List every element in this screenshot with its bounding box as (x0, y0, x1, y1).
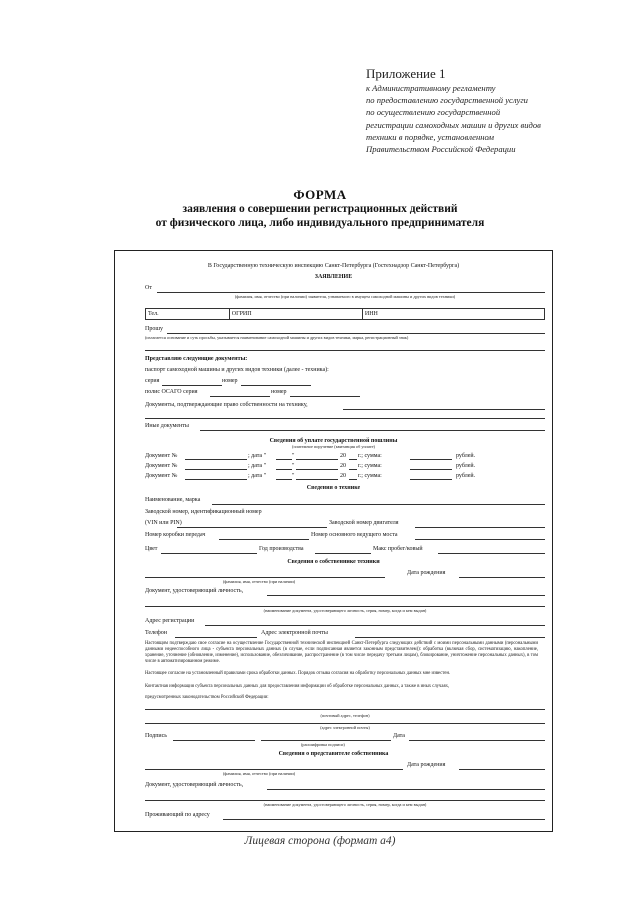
request-label: Прошу (145, 326, 163, 332)
other-docs-label: Иные документы (145, 423, 189, 429)
fee-month-field[interactable] (296, 479, 338, 480)
osago-number-label: номер (271, 389, 287, 395)
phone-field[interactable] (175, 637, 257, 638)
fee-year-field[interactable] (349, 479, 357, 480)
consent-paragraph-2: Настоящее согласие на установленный правилами срока обработки данных. Порядок отзыва согласия на обработку персональных данных мне известен. (145, 671, 451, 676)
fee-doc-label: Документ № (145, 463, 178, 469)
vin-label-2: (VIN или PIN) (145, 520, 182, 526)
vin-field[interactable] (177, 527, 327, 528)
rep-id-label: Документ, удостоверяющий личность, (145, 782, 244, 788)
page-caption: Лицевая сторона (формат а4) (244, 835, 396, 847)
id-doc-hint: (наименование документа, удостоверяющего личность, серия, номер, когда и кем выдан) (263, 608, 427, 613)
fee-sum-field[interactable] (410, 479, 452, 480)
fee-rub-label: рублей. (456, 473, 476, 479)
rep-id-hint: (наименование документа, удостоверяющего личность, серия, номер, когда и кем выдан) (263, 802, 427, 807)
form-heading: ФОРМА (293, 187, 347, 202)
fee-doc-label: Документ № (145, 473, 178, 479)
rep-title: Сведения о представителе собственника (278, 751, 389, 757)
osago-number-field[interactable] (290, 396, 360, 397)
osago-series-field[interactable] (210, 396, 270, 397)
series-label: серия (145, 378, 160, 384)
ogrip-label: ОГРИП (231, 311, 252, 317)
fio-hint: (фамилия, имя, отчество (при наличии) (223, 579, 296, 584)
fee-hint: (платежное поручение (квитанция об уплате) (292, 444, 375, 449)
phone-label: Телефон (145, 630, 167, 636)
fee-title: Сведения об уплате государственной пошлины (269, 438, 398, 444)
application-form-frame (114, 250, 553, 832)
ownership-field-2[interactable] (145, 418, 545, 419)
fee-day-field[interactable] (276, 459, 292, 460)
fee-day-field[interactable] (276, 479, 292, 480)
postal-field[interactable] (145, 709, 545, 710)
request-field[interactable] (167, 333, 545, 334)
fee-year-label: 20 (340, 463, 346, 469)
inn-label: ИНН (364, 311, 378, 317)
contacts-table (145, 308, 545, 320)
birth-field[interactable] (459, 577, 545, 578)
ownership-label: Документы, подтверждающие право собственности на технику, (145, 402, 308, 408)
brand-label: Наименование, марка (145, 497, 201, 503)
axle-field[interactable] (415, 539, 545, 540)
fee-sum-label: г.; сумма: (358, 473, 382, 479)
fee-year-label: 20 (340, 473, 346, 479)
appendix-block (366, 66, 616, 155)
brand-field[interactable] (212, 504, 545, 505)
color-label: Цвет (145, 546, 158, 552)
fee-month-field[interactable] (296, 459, 338, 460)
tel-label: Тел. (148, 311, 159, 317)
fee-sum-field[interactable] (410, 469, 452, 470)
rep-address-field[interactable] (223, 819, 545, 820)
postal-hint: (почтовый адрес, телефон) (320, 713, 370, 718)
appendix-line: к Административному регламенту (366, 83, 496, 93)
owner-fio-field[interactable] (145, 577, 385, 578)
engine-label: Заводской номер двигателя (329, 520, 399, 526)
fee-sum-label: г.; сумма: (358, 463, 382, 469)
gearbox-label: Номер коробки передач (145, 532, 206, 538)
rep-birth-field[interactable] (459, 769, 545, 770)
ogrip-cell[interactable] (229, 309, 362, 320)
fee-doc-field[interactable] (185, 459, 247, 460)
fee-month-field[interactable] (296, 469, 338, 470)
axle-label: Номер основного ведущего моста (311, 532, 398, 538)
fee-doc-label: Документ № (145, 453, 178, 459)
email-field[interactable] (355, 637, 545, 638)
rep-fio-hint: (фамилия, имя, отчество (при наличии) (223, 771, 296, 776)
number-field[interactable] (241, 385, 311, 386)
appendix-line: регистрации самоходных машин и других видов (366, 119, 541, 130)
passport-title: паспорт самоходной машины и других видов техники (далее - техника): (145, 367, 329, 373)
vin-label: Заводской номер, идентификационный номер (145, 509, 262, 515)
fee-doc-field[interactable] (185, 479, 247, 480)
consent-paragraph: Настоящим подтверждаю свое согласие на осуществление Государственной технической инспекцией Санкт-Петербурга следующих действий с моими персональными данными (персональными данными недееспособного лица - субъекта персональных данных (в случае, если подписанная является законным представителем)): обработка (включая сбор, систематизацию, накопление, хранение, уточнение (обновление, изменение), использование, обезличивание, распространение (в том числе передачу третьим лицам), блокирование, уничтожение персональных данных), в том числе в автоматизированном режиме. (145, 641, 538, 665)
inn-cell[interactable] (362, 309, 544, 320)
form-subheading-2: от физического лица, либо индивидуального предпринимателя (155, 217, 485, 229)
reg-address-label: Адрес регистрации (145, 618, 195, 624)
rep-address-label: Проживающий по адресу (145, 812, 210, 818)
statement-title: ЗАЯВЛЕНИЕ (314, 274, 353, 280)
fee-date-label: ; дата " (248, 453, 267, 459)
contact-email-hint: (адрес электронной почты) (320, 725, 370, 730)
owner-title: Сведения о собственнике техники (287, 559, 380, 565)
appendix-line: по осуществлению государственной (366, 107, 501, 118)
fee-year-field[interactable] (349, 469, 357, 470)
sign-field[interactable] (173, 740, 255, 741)
rep-id-field-2[interactable] (145, 800, 545, 801)
id-doc-field-2[interactable] (145, 606, 545, 607)
gearbox-field[interactable] (219, 539, 309, 540)
fee-date-label: ; дата " (248, 463, 267, 469)
fee-sum-label: г.; сумма: (358, 453, 382, 459)
year-field[interactable] (315, 553, 371, 554)
contact-email-field[interactable] (145, 723, 545, 724)
mileage-field[interactable] (438, 553, 545, 554)
fee-sum-field[interactable] (410, 459, 452, 460)
appendix-title: Приложение 1 (366, 66, 446, 81)
sign-hint: (расшифровка подписи) (301, 742, 345, 747)
fee-row: Документ № ; дата " " 20 г.; сумма: рублей. (145, 453, 476, 459)
appendix-line: Правительством Российской Федерации (366, 144, 516, 155)
sign-label: Подпись (145, 733, 168, 739)
reg-address-field[interactable] (205, 625, 545, 626)
mileage-label: Макс пробег/ковый (373, 546, 423, 552)
fee-year-label: 20 (340, 453, 346, 459)
date-field[interactable] (409, 740, 545, 741)
other-docs-field[interactable] (200, 430, 545, 431)
from-field[interactable] (157, 292, 545, 293)
number-label: номер (222, 378, 238, 384)
rep-birth-label: Дата рождения (407, 762, 446, 768)
color-field[interactable] (161, 553, 257, 554)
rep-id-field[interactable] (267, 789, 545, 790)
appendix-line: по предоставлению государственной услуги (366, 95, 528, 106)
fee-rub-label: рублей. (456, 453, 476, 459)
email-label: Адрес электронной почты (261, 630, 328, 636)
contact-paragraph: Контактная информация субъекта персональных данных для предоставления информации об обработке персональных данных, а также в иных случаях, (145, 684, 450, 689)
sign-decode-field[interactable] (261, 740, 391, 741)
fee-year-field[interactable] (349, 459, 357, 460)
birth-label: Дата рождения (407, 570, 446, 576)
ownership-field[interactable] (343, 409, 545, 410)
from-label: От (145, 285, 152, 291)
date-label: Дата (393, 733, 405, 739)
fee-doc-field[interactable] (185, 469, 247, 470)
fee-day-field[interactable] (276, 469, 292, 470)
fee-rows (145, 452, 545, 482)
contact-paragraph-2: предусмотренных законодательством Российской Федерации: (145, 695, 269, 700)
addressee: В Государственную техническую инспекцию Санкт-Петербурга (Гостехнадзор Санкт-Петербурга) (207, 263, 460, 269)
request-field-2[interactable] (145, 350, 545, 351)
fee-rub-label: рублей. (456, 463, 476, 469)
rep-fio-field[interactable] (145, 769, 403, 770)
documents-title: Представляю следующие документы: (145, 356, 248, 362)
id-doc-field[interactable] (267, 595, 545, 596)
form-subheading-1: заявления о совершении регистрационных действий (182, 203, 458, 215)
tel-cell[interactable] (146, 309, 230, 320)
year-label: Год производства (259, 546, 304, 552)
tech-title: Сведения о технике (306, 485, 361, 491)
engine-field[interactable] (415, 527, 545, 528)
id-doc-label: Документ, удостоверяющий личность, (145, 588, 244, 594)
fee-row: Документ № ; дата " " 20 г.; сумма: рублей. (145, 463, 476, 469)
from-hint: (фамилия, имя, отчество (при наличии) заявителя, узнаваемого в имущем самоходной машины и других видов техники) (234, 294, 456, 299)
fee-date-label: ; дата " (248, 473, 267, 479)
request-hint: (излагается основание и суть просьбы, указывается наименование самоходной машины и других видов техники, марка, регистрационный знак) (145, 335, 409, 340)
series-field[interactable] (162, 385, 222, 386)
appendix-line: техники в порядке, установленном (366, 131, 494, 142)
osago-label: полис ОСАГО серия (145, 389, 198, 395)
fee-row: Документ № ; дата " " 20 г.; сумма: рублей. (145, 473, 476, 479)
